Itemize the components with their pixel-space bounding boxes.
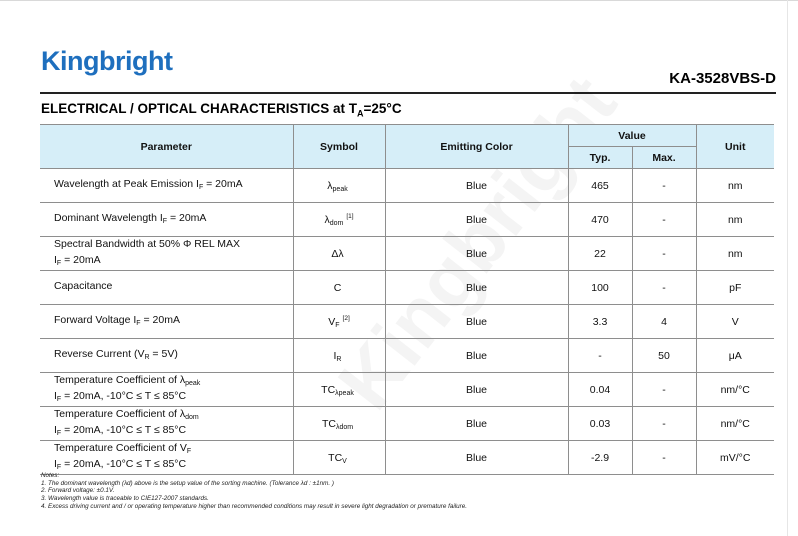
cell-max: -: [632, 441, 696, 475]
header-symbol: Symbol: [293, 125, 385, 169]
header-value: Value: [568, 125, 696, 147]
cell-max: 4: [632, 305, 696, 339]
header-parameter: Parameter: [40, 125, 293, 169]
notes-title: Notes:: [41, 472, 60, 479]
cell-typ: 0.04: [568, 373, 632, 407]
table-row: [40, 271, 774, 305]
cell-parameter: Forward Voltage $I_F = 20mA$: [40, 305, 293, 339]
cell-max: -: [632, 407, 696, 441]
cell-emitting-color: Blue: [385, 203, 568, 237]
cell-symbol: C: [293, 271, 385, 305]
cell-emitting-color: Blue: [385, 305, 568, 339]
cell-unit: nm/°C: [696, 407, 774, 441]
cell-parameter: Spectral Bandwidth at 50% Φ REL MAX $I_F = 20mA$: [40, 237, 293, 271]
top-border: [0, 0, 798, 1]
cell-symbol: $TC_{\lambda dom}$: [293, 407, 385, 441]
cell-max: -: [632, 373, 696, 407]
cell-max: -: [632, 203, 696, 237]
cell-typ: 100: [568, 271, 632, 305]
cell-symbol: Δλ: [293, 237, 385, 271]
notes: [41, 472, 467, 511]
cell-symbol: $V_F[2]$: [293, 305, 385, 339]
section-title-sub: A: [357, 108, 364, 119]
table-row: [40, 373, 774, 407]
cell-emitting-color: Blue: [385, 407, 568, 441]
cell-unit: nm: [696, 169, 774, 203]
table-row: [40, 441, 774, 475]
table-row: [40, 339, 774, 373]
cell-unit: nm: [696, 237, 774, 271]
cell-symbol: $TC_{\lambda peak}$: [293, 373, 385, 407]
cell-emitting-color: Blue: [385, 169, 568, 203]
section-title: [41, 101, 402, 119]
header-unit: Unit: [696, 125, 774, 169]
header-emitting-color: Emitting Color: [385, 125, 568, 169]
header-max: Max.: [632, 147, 696, 169]
cell-parameter: Temperature Coefficient of $\lambda_{peak}$ $I_F = 20mA$, -10°C ≤ T ≤ 85°C: [40, 373, 293, 407]
cell-typ: 470: [568, 203, 632, 237]
cell-typ: 3.3: [568, 305, 632, 339]
table-row: [40, 169, 774, 203]
cell-typ: 22: [568, 237, 632, 271]
cell-unit: V: [696, 305, 774, 339]
header-rule: [40, 92, 776, 94]
cell-symbol: $I_R$: [293, 339, 385, 373]
note-3: 3. Wavelength value is traceable to CIE127-2007 standards.: [41, 495, 209, 503]
cell-emitting-color: Blue: [385, 339, 568, 373]
cell-parameter: Wavelength at Peak Emission $I_F = 20mA$: [40, 169, 293, 203]
section-title-prefix: ELECTRICAL / OPTICAL CHARACTERISTICS at T: [41, 101, 358, 116]
cell-typ: 0.03: [568, 407, 632, 441]
kingbright-logo: Kingbright: [41, 46, 173, 76]
cell-max: 50: [632, 339, 696, 373]
cell-unit: μA: [696, 339, 774, 373]
section-title-suffix: =25°C: [363, 101, 402, 116]
cell-unit: nm: [696, 203, 774, 237]
part-number: KA-3528VBS-D: [669, 70, 776, 87]
cell-typ: -: [568, 339, 632, 373]
header-typ: Typ.: [568, 147, 632, 169]
cell-unit: mV/°C: [696, 441, 774, 475]
cell-symbol: $\lambda_{dom}[1]$: [293, 203, 385, 237]
cell-parameter: Temperature Coefficient of $\lambda_{dom}$ $I_F = 20mA$, -10°C ≤ T ≤ 85°C: [40, 407, 293, 441]
table-row: [40, 407, 774, 441]
cell-max: -: [632, 169, 696, 203]
characteristics-table: [40, 124, 774, 475]
cell-emitting-color: Blue: [385, 441, 568, 475]
page-edge: [787, 0, 788, 536]
cell-max: -: [632, 237, 696, 271]
table-row: [40, 305, 774, 339]
cell-symbol: $\lambda_{peak}$: [293, 169, 385, 203]
cell-parameter: Reverse Current $(V_R = 5V)$: [40, 339, 293, 373]
cell-typ: 465: [568, 169, 632, 203]
cell-emitting-color: Blue: [385, 237, 568, 271]
cell-max: -: [632, 271, 696, 305]
cell-unit: pF: [696, 271, 774, 305]
note-4: 4. Excess driving current and / or operating temperature higher than recommended conditions may result in severe light degradation or premature failure.: [41, 502, 467, 510]
table-row: [40, 237, 774, 271]
cell-emitting-color: Blue: [385, 373, 568, 407]
cell-symbol: $TC_V$: [293, 441, 385, 475]
cell-unit: nm/°C: [696, 373, 774, 407]
cell-parameter: Temperature Coefficient of $V_F$ $I_F = 20mA$, -10°C ≤ T ≤ 85°C: [40, 441, 293, 475]
cell-parameter: Dominant Wavelength $I_F = 20mA$: [40, 203, 293, 237]
table-row: [40, 203, 774, 237]
cell-emitting-color: Blue: [385, 271, 568, 305]
note-1: 1. The dominant wavelength (λd) above is the setup value of the sorting machine. (Tolerance λd : ±1nm. ): [41, 479, 334, 487]
note-2: 2. Forward voltage: ±0.1V.: [41, 487, 115, 495]
cell-parameter: Capacitance: [40, 271, 293, 305]
cell-typ: -2.9: [568, 441, 632, 475]
